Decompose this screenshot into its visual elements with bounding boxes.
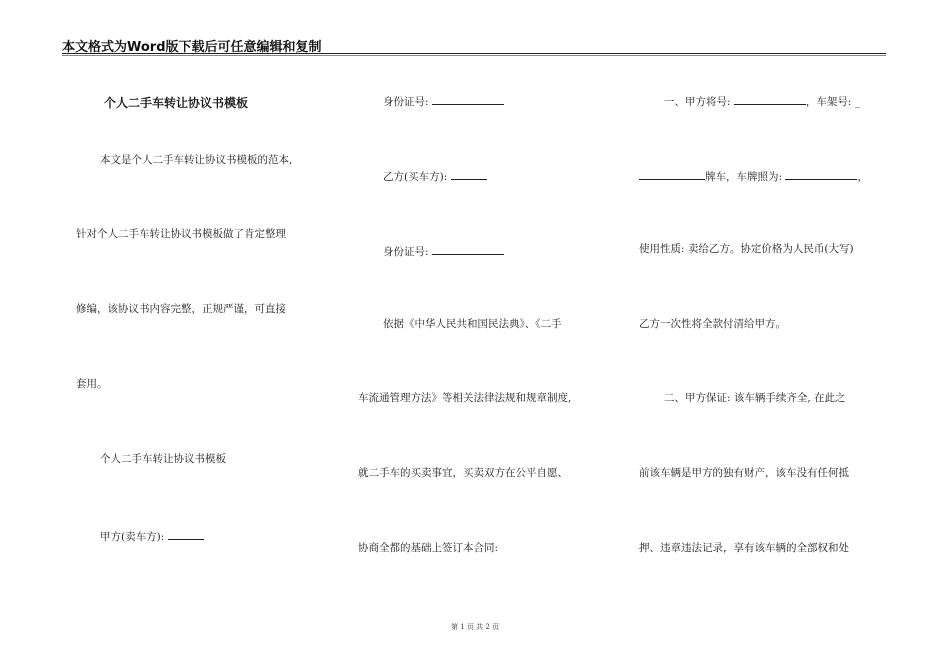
party-a-line: [100, 529, 204, 543]
clause2-line-1: 二、甲方保证: 该车辆手续齐全, 在此之: [664, 392, 846, 404]
clause1-comma: ，: [857, 171, 868, 183]
header-divider-secondary: [62, 55, 886, 56]
basis-line-2: 车流通管理方法》等相关法律法规和规章制度,: [358, 392, 572, 404]
intro-line-4: 套用。: [76, 378, 108, 390]
party-a-blank: [168, 529, 204, 540]
basis-line-3: 就二手车的买卖事宜，买卖双方在公平自愿、: [358, 467, 568, 479]
subtitle: 个人二手车转让协议书模板: [100, 453, 226, 465]
clause2-line-3: 押、违章违法记录，享有该车辆的全部权和处: [639, 542, 849, 554]
basis-line-4: 协商全都的基础上签订本合同:: [358, 542, 499, 554]
intro-line-2: 针对个人二手车转让协议书模板做了肯定整理: [76, 228, 286, 240]
party-a-label: 甲方(卖车方):: [100, 531, 168, 543]
page-footer: 第 1 页 共 2 页: [450, 623, 500, 631]
clause1-vin-label: ，车架号: _: [805, 96, 861, 108]
clause1-plate-label: 一、甲方将号:: [664, 96, 734, 108]
intro-line-3: 修编，该协议书内容完整，正规严谨，可直接: [76, 303, 286, 315]
id-a-blank: [432, 94, 504, 105]
brand-blank: [639, 169, 705, 180]
document-title: 个人二手车转让协议书模板: [104, 96, 249, 110]
id-b-label: 身份证号:: [383, 246, 432, 258]
clause1-line-4: 乙方一次性将全款付清给甲方。: [639, 318, 786, 330]
intro-line-1: 本文是个人二手车转让协议书模板的范本,: [100, 154, 293, 166]
party-b-line: [383, 169, 487, 183]
header-divider: [62, 53, 886, 54]
id-a-line: [383, 94, 504, 108]
clause1-line-3: 使用性质: 卖给乙方。协定价格为人民币(大写): [639, 243, 854, 255]
id-b-blank: [432, 244, 504, 255]
clause1-license-label: 牌车，车牌照为:: [705, 171, 786, 183]
page-header-title: 本文格式为Word版下载后可任意编辑和复制: [62, 40, 322, 55]
id-a-label: 身份证号:: [383, 96, 432, 108]
basis-line-1: 依据《中华人民共和国民法典》、《二手: [383, 318, 562, 330]
party-b-label: 乙方(买车方):: [383, 171, 451, 183]
clause1-line-1: [664, 94, 860, 108]
license-blank: [785, 169, 857, 180]
id-b-line: [383, 244, 504, 258]
plate-blank: [734, 94, 806, 105]
clause2-line-2: 前该车辆是甲方的独有财产，该车没有任何抵: [639, 467, 849, 479]
party-b-blank: [451, 169, 487, 180]
clause1-line-2: [639, 169, 868, 183]
